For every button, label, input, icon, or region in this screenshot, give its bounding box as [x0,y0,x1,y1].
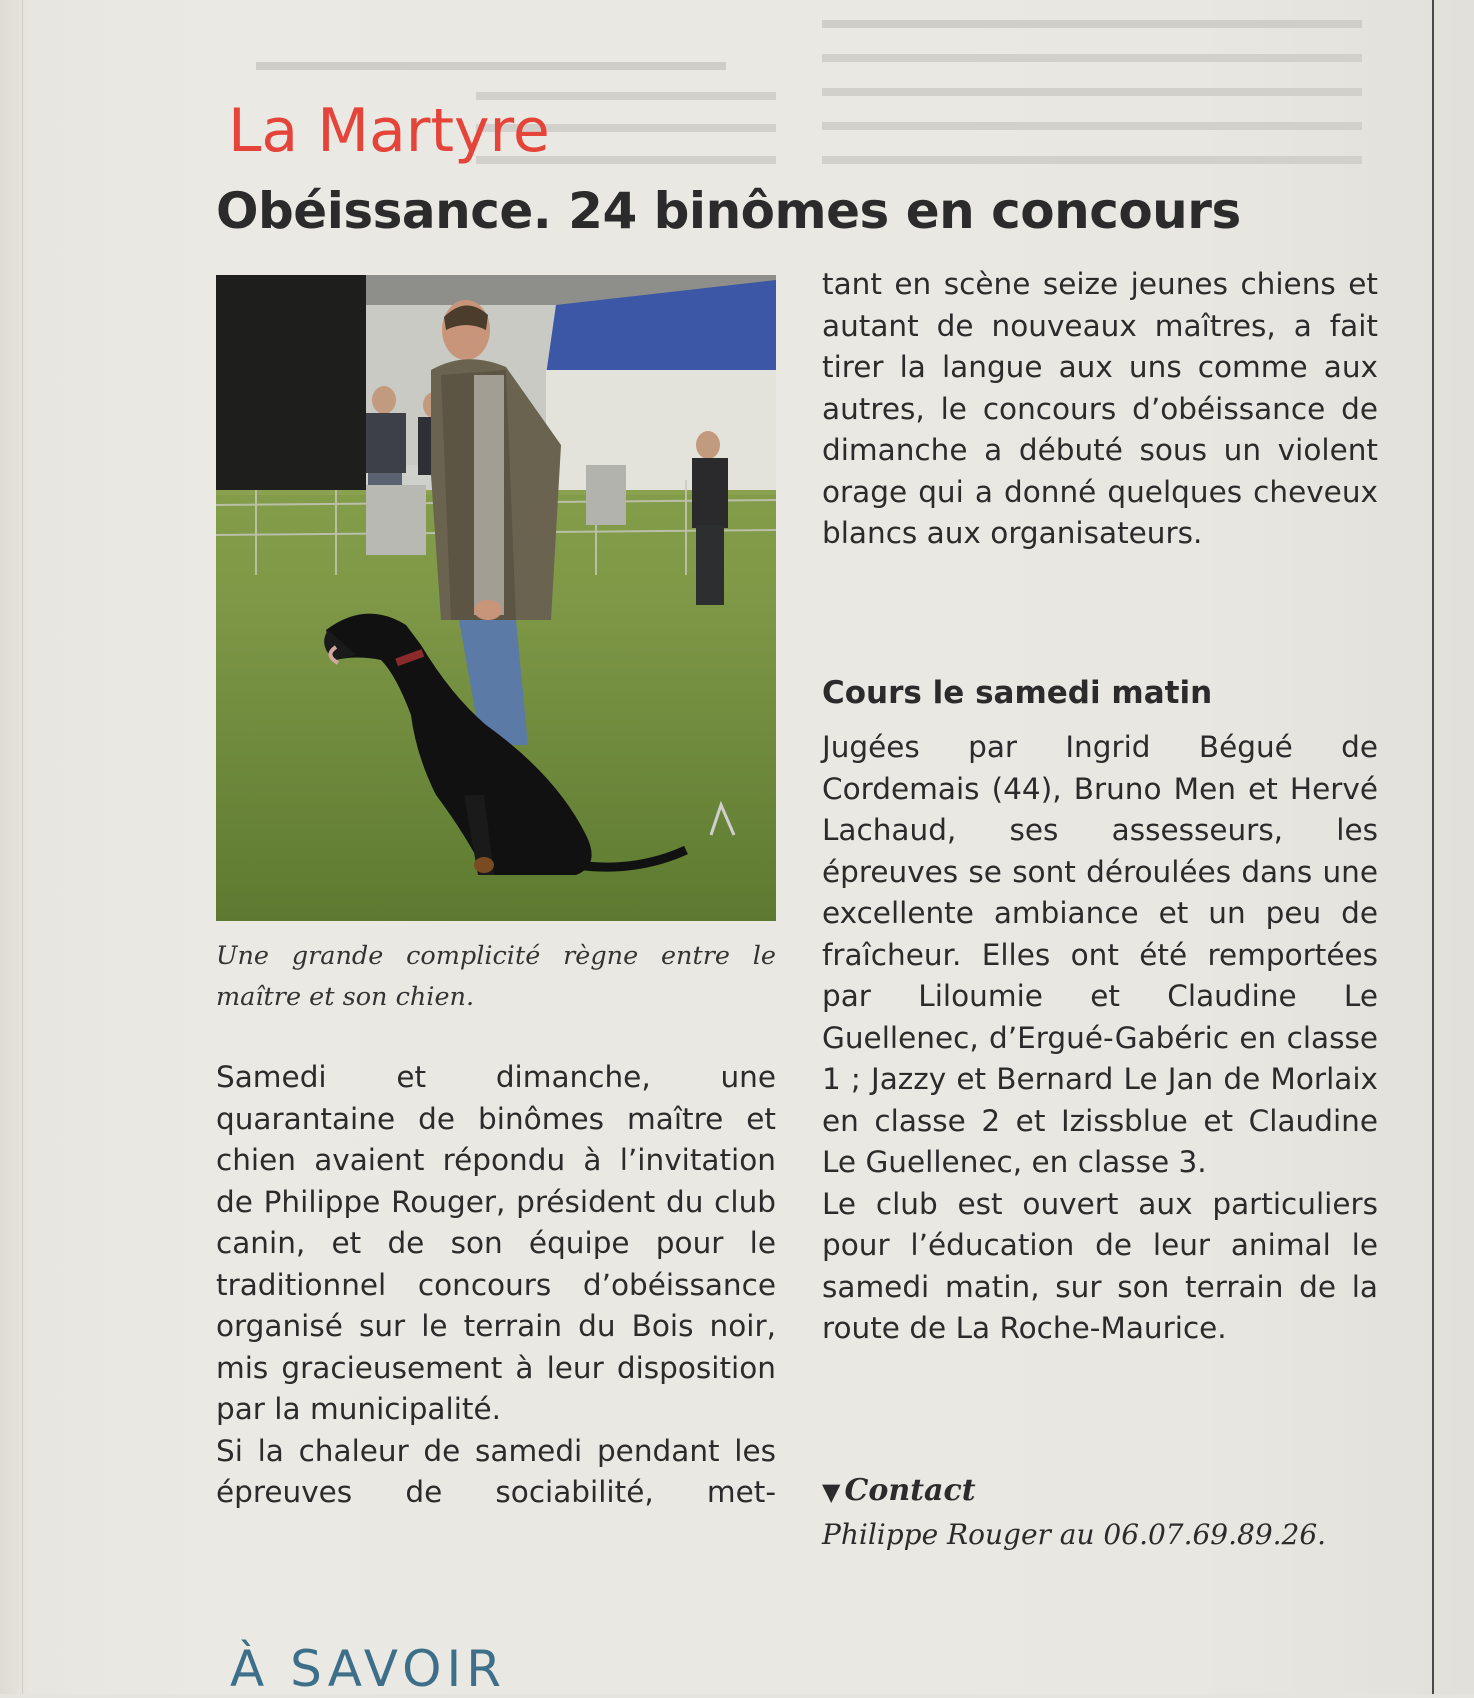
column-rule [1432,0,1434,1694]
article-subheading: Cours le samedi matin [822,675,1213,711]
footer-section-label: À SAVOIR [230,1640,506,1698]
page-fold-line [22,0,23,1694]
photo-caption: Une grande complicité règne entre le maître et son chien. [216,941,776,1012]
article-photo [216,275,776,921]
dog-and-handler-photo [216,275,776,921]
article-column-right [822,727,1378,1350]
article-column-left [216,1057,776,1514]
paragraph: Samedi et dimanche, une quarantaine de binômes maître et chien avaient répondu à l’invitation de Philippe Rouger, président du club canin, et de son équipe pour le traditionnel concours d’obéissance organisé sur le terrain du Bois noir, mis gracieusement à leur disposition par la municipalité. [216,1060,776,1426]
paragraph: Jugées par Ingrid Bégué de Cordemais (44), Bruno Men et Hervé Lachaud, ses assesseurs, les épreuves se sont déroulées dans une excellente ambiance et un peu de fraîcheur. Elles ont été remportées par Liloumie et Claudine Le Guellenec, d’Ergué-Gabéric en classe 1 ; Jazzy et Bernard Le Jan de Morlaix en classe 2 et Izissblue et Claudine Le Guellenec, en classe 3. [822,730,1378,1179]
article-column-right-continued: tant en scène seize jeunes chiens et autant de nouveaux maîtres, a fait tirer la langue aux uns comme aux autres, le concours d’obéissance de dimanche a débuté sous un violent orage qui a donné quelques cheveux blancs aux organisateurs. [822,267,1378,550]
contact-phone-line: Philippe Rouger au 06.07.69.89.26. [822,1518,1327,1551]
triangle-down-icon: ▼ [822,1477,841,1506]
contact-label: Contact [844,1473,976,1508]
article-headline: Obéissance. 24 binômes en concours [216,182,1241,240]
paragraph: Le club est ouvert aux particuliers pour l’éducation de leur animal le samedi matin, sur son terrain de la route de La Roche-Maurice. [822,1186,1378,1345]
section-label: La Martyre [228,96,550,166]
paragraph: Si la chaleur de samedi pendant les épreuves de sociabilité, met- [216,1433,776,1509]
contact-heading [822,1473,976,1508]
